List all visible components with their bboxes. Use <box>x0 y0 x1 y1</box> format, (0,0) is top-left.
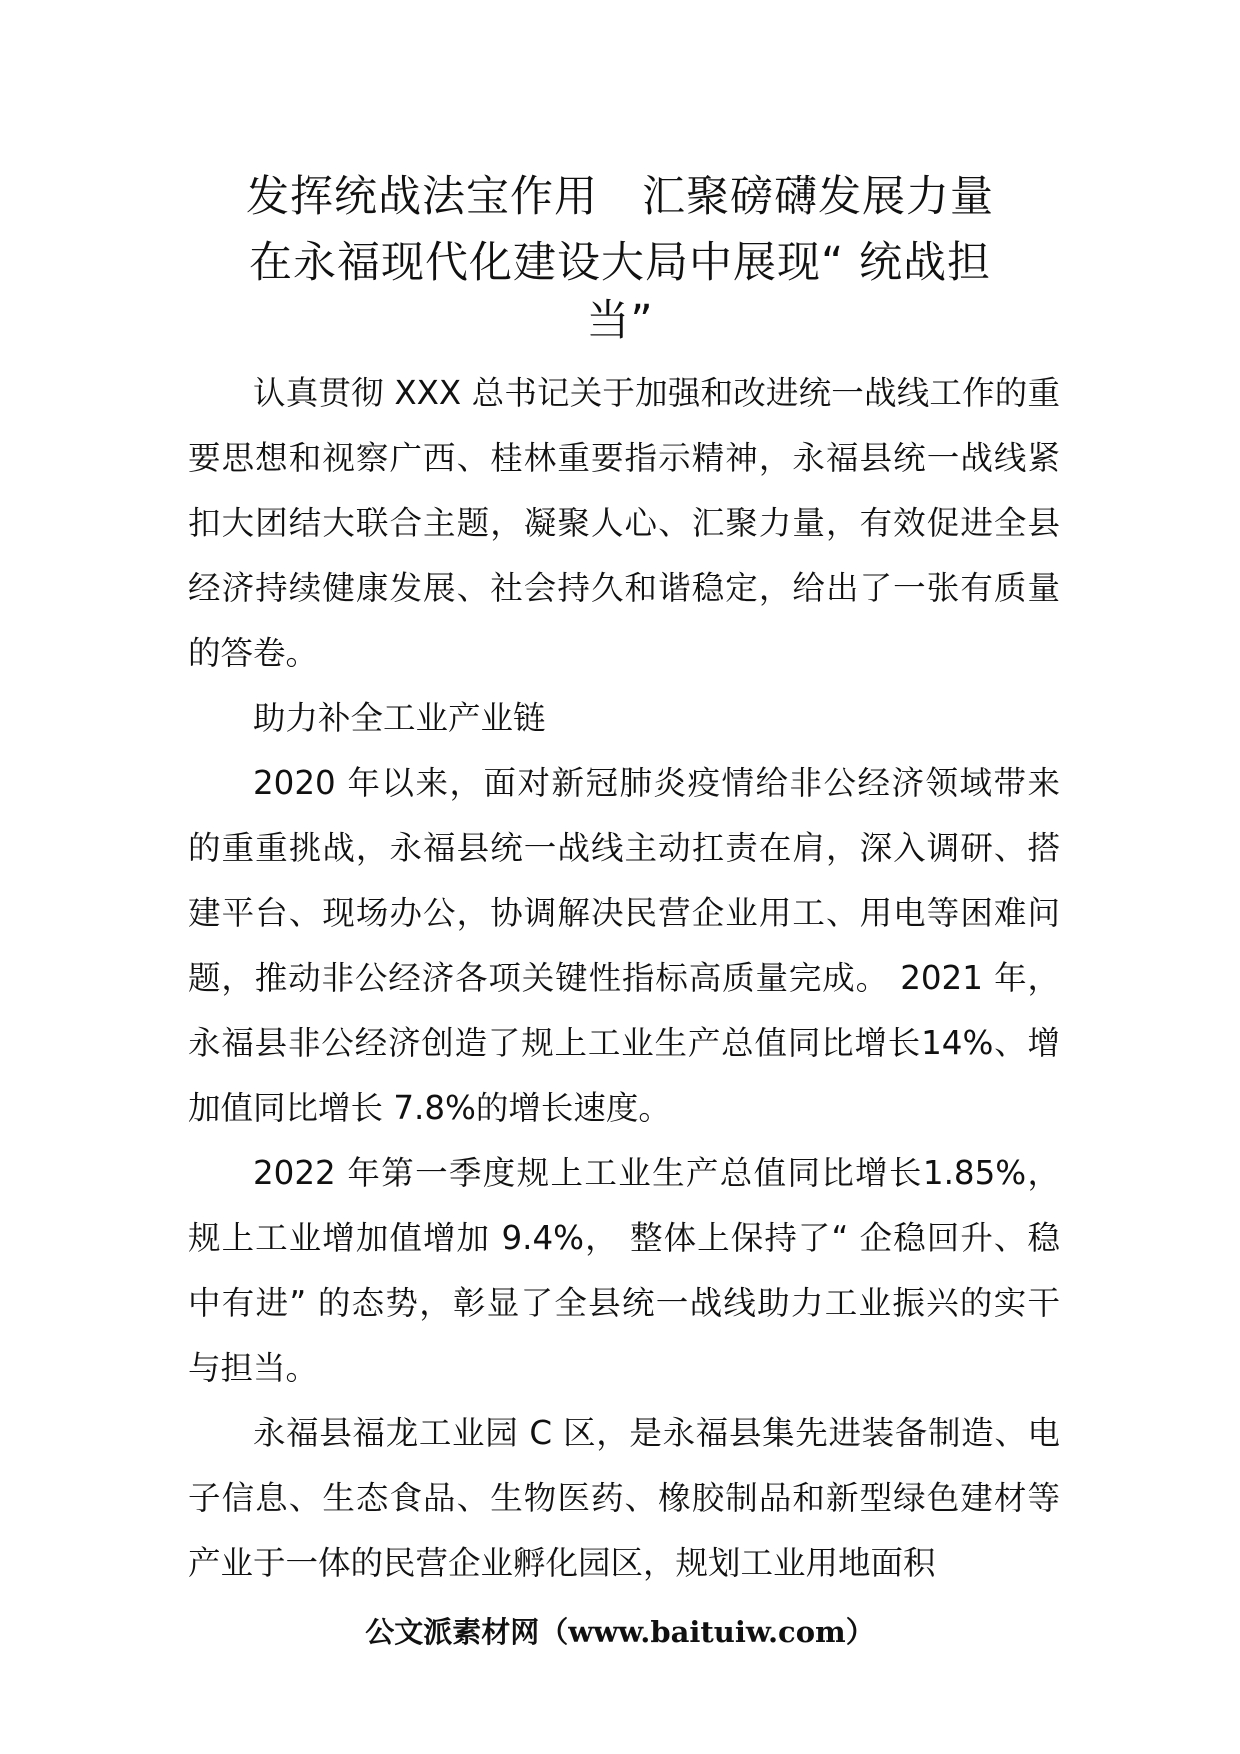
document-title-line-3: 当” <box>586 296 654 346</box>
footer-source: 公文派素材网（www.baituiw.com） <box>365 1615 875 1649</box>
paragraph-2020: 2020 年以来，面对新冠肺炎疫情给非公经济领域带来的重重挑战，永福县统一战线主动扛责在肩，深入调研、搭建平台、现场办公，协调解决民营企业用工、用电等困难问题，推动非公经济各项关键性指标高质量完成。 2021 年， 永福县非公经济创造了规上工业生产总值同比增长14%、增加值同比增长 7.8%的增长速度。 <box>188 764 1060 1127</box>
document-title-line-1: 发挥统战法宝作用 汇聚磅礴发展力量 <box>246 172 994 222</box>
section-heading: 助力补全工业产业链 <box>253 699 546 737</box>
paragraph-industrial-park: 永福县福龙工业园 C 区，是永福县集先进装备制造、电子信息、生态食品、生物医药、橡胶制品和新型绿色建材等产业于一体的民营企业孵化园区，规划工业用地面积 <box>188 1414 1060 1582</box>
paragraph-intro: 认真贯彻 XXX 总书记关于加强和改进统一战线工作的重要思想和视察广西、桂林重要指示精神，永福县统一战线紧扣大团结大联合主题，凝聚人心、汇聚力量，有效促进全县经济持续健康发展、社会持久和谐稳定，给出了一张有质量的答卷。 <box>188 374 1060 672</box>
paragraph-2022: 2022 年第一季度规上工业生产总值同比增长1.85%， 规上工业增加值增加 9.4%， 整体上保持了“ 企稳回升、稳中有进” 的态势，彰显了全县统一战线助力工业振兴的实干与担当。 <box>188 1154 1060 1387</box>
document-title-line-2: 在永福现代化建设大局中展现“ 统战担 <box>249 238 991 288</box>
document-body <box>188 361 1060 1596</box>
